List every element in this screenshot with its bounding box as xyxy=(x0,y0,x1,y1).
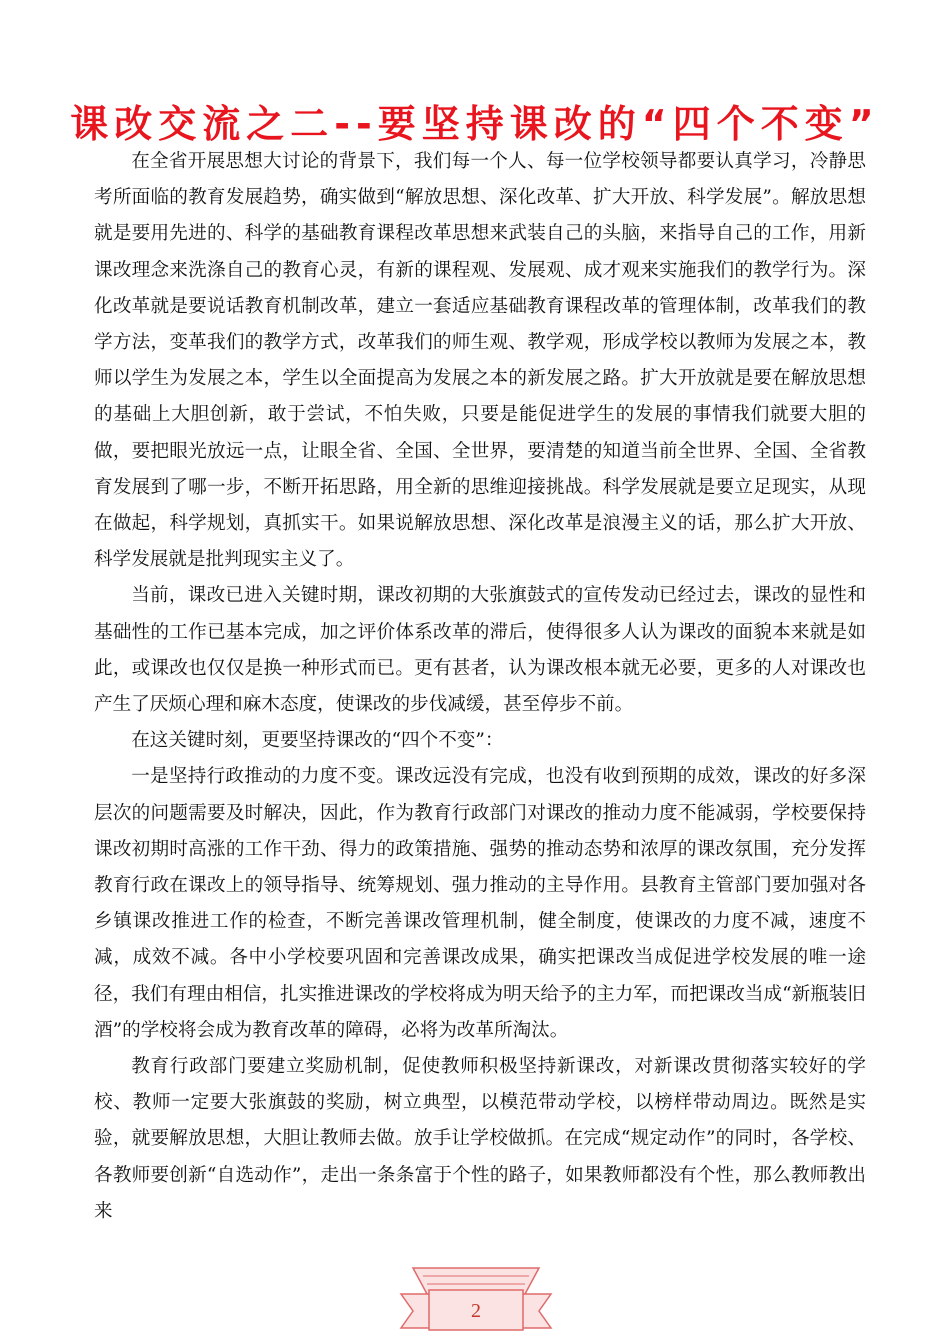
paragraph: 当前，课改已进入关键时期，课改初期的大张旗鼓式的宣传发动已经过去，课改的显性和基础性的工作已基本完成，加之评价体系改革的滞后，使得很多人认为课改的面貌本来就是如此，或课改也仅仅是换一种形式而已。更有甚者，认为课改根本就无必要，更多的人对课改也产生了厌烦心理和麻木态度，使课改的步伐减缓，甚至停步不前。 xyxy=(94,585,866,716)
page-number: 2 xyxy=(471,1300,481,1322)
paragraph: 教育行政部门要建立奖励机制，促使教师积极坚持新课改，对新课改贯彻落实较好的学校、教师一定要大张旗鼓的奖励，树立典型，以模范带动学校，以榜样带动周边。既然是实验，就要解放思想，大胆让教师去做。放手让学校做抓。在完成“规定动作”的同时，各学校、各教师要创新“自选动作”，走出一条条富于个性的路子，如果教师都没有个性，那么教师教出来 xyxy=(94,1056,866,1222)
document-title: 课改交流之二--要坚持课改的“四个不变” xyxy=(70,102,880,146)
paragraph: 在全省开展思想大讨论的背景下，我们每一个人、每一位学校领导都要认真学习，冷静思考所面临的教育发展趋势，确实做到“解放思想、深化改革、扩大开放、科学发展”。解放思想就是要用先进的、科学的基础教育课程改革思想来武装自己的头脑，来指导自己的工作，用新课改理念来洗涤自己的教育心灵，有新的课程观、发展观、成才观来实施我们的教学行为。深化改革就是要说话教育机制改革，建立一套适应基础教育课程改革的管理体制，改革我们的教学方法，变革我们的教学方式，改革我们的师生观、教学观，形成学校以教师为发展之本，教师以学生为发展之本，学生以全面提高为发展之本的新发展之路。扩大开放就是要在解放思想的基础上大胆创新，敢于尝试，不怕失败，只要是能促进学生的发展的事情我们就要大胆的做，要把眼光放远一点，让眼全省、全国、全世界，要清楚的知道当前全世界、全国、全省教育发展到了哪一步，不断开拓思路，用全新的思维迎接挑战。科学发展就是要立足现实，从现在做起，科学规划，真抓实干。如果说解放思想、深化改革是浪漫主义的话，那么扩大开放、科学发展就是批判现实主义了。 xyxy=(94,151,866,571)
paragraph: 在这关键时刻，更要坚持课改的“四个不变”： xyxy=(131,730,504,752)
page-footer-ribbon xyxy=(393,1258,559,1332)
paragraph: 一是坚持行政推动的力度不变。课改远没有完成，也没有收到预期的成效，课改的好多深层次的问题需要及时解决，因此，作为教育行政部门对课改的推动力度不能减弱，学校要保持课改初期时高涨的工作干劲、得力的政策措施、强势的推动态势和浓厚的课改氛围，充分发挥教育行政在课改上的领导指导、统筹规划、强力推动的主导作用。县教育主管部门要加强对各乡镇课改推进工作的检查，不断完善课改管理机制，健全制度，使课改的力度不减，速度不减，成效不减。各中小学校要巩固和完善课改成果，确实把课改当成促进学校发展的唯一途径，我们有理由相信，扎实推进课改的学校将成为明天给予的主力军，而把课改当成“新瓶装旧酒”的学校将会成为教育改革的障碍，必将为改革所淘汰。 xyxy=(94,766,866,1041)
document-body xyxy=(94,144,866,1230)
